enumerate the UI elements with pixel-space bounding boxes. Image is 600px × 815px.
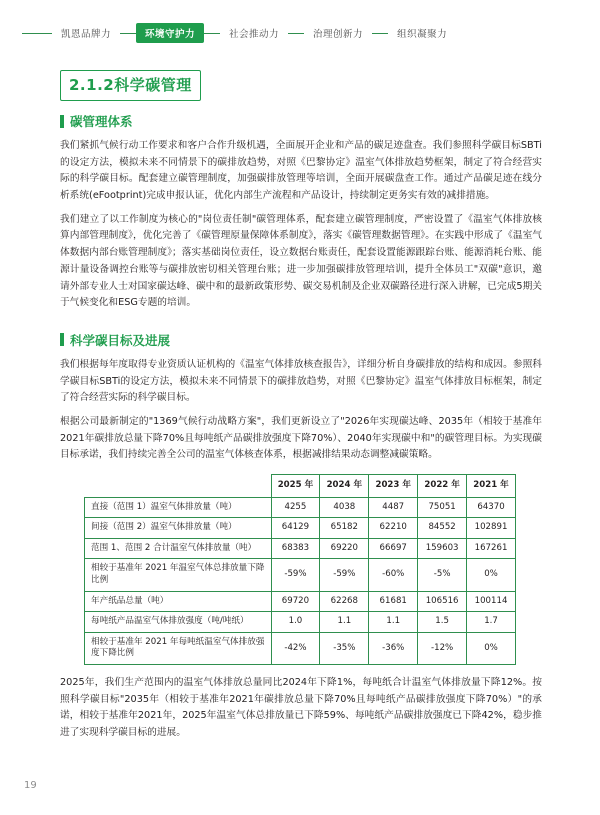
table-cell: -60% — [369, 559, 418, 591]
table-header-cell: 2022 年 — [418, 475, 467, 498]
table-cell: 4038 — [320, 497, 369, 518]
table-cell: -12% — [418, 632, 467, 664]
table-cell: 1.0 — [271, 612, 320, 633]
paragraph: 我们紧抓气候行动工作要求和客户合作升级机遇，全面展开企业和产品的碳足迹盘查。我们参照科学碳目标SBTi的设定方法，模拟未来不同情景下的碳排放趋势，对照《巴黎协定》温室气体排放趋势框架，制定了符合经营实际的科学碳目标。配套建立碳管理制度，加强碳排放管理等培训，全面开展碳盘查工作。通过产品碳足迹在线分析系统(eFootprint)完成申报认证，优化内部生产流程和产品设计，持续制定更务实有效的减排措施。 — [60, 140, 542, 202]
table-header-cell: 2023 年 — [369, 475, 418, 498]
table-cell: 62268 — [320, 591, 369, 612]
heading-accent-bar — [60, 333, 64, 346]
table-cell: 4255 — [271, 497, 320, 518]
table-row-label: 相较于基准年 2021 年每吨纸温室气体排放强度下降比例 — [85, 632, 272, 664]
paragraph: 我们根据每年度取得专业资质认证机构的《温室气体排放核查报告》，详细分析自身碳排放的结构和成因。参照科学碳目标SBTi的设定方法，模拟未来不同情景下的碳排放趋势，对照《巴黎协定》温室气体排放目标框架，制定了符合经营实际的科学碳目标。 — [60, 358, 542, 404]
table-row — [85, 497, 516, 518]
table-cell: -5% — [418, 559, 467, 591]
subsection-title: 科学碳目标及进展 — [70, 332, 171, 348]
table-cell: 69220 — [320, 538, 369, 559]
table-cell: 0% — [467, 559, 516, 591]
table-row-label: 范围 1、范围 2 合计温室气体排放量（吨） — [85, 538, 272, 559]
ghg-emissions-table — [84, 474, 516, 665]
table-header-cell: 2025 年 — [271, 475, 320, 498]
spacer — [60, 319, 542, 331]
table-cell: 84552 — [418, 518, 467, 539]
table-cell: 1.1 — [320, 612, 369, 633]
table-row-label: 相较于基准年 2021 年温室气体总排放量下降比例 — [85, 559, 272, 591]
table-cell: -42% — [271, 632, 320, 664]
table-cell: 4487 — [369, 497, 418, 518]
table-row — [85, 538, 516, 559]
table-row-label: 每吨纸产品温室气体排放强度（吨/吨纸） — [85, 612, 272, 633]
nav-item-brand[interactable]: 凯恩品牌力 — [61, 29, 112, 40]
paragraph: 根据公司最新制定的"1369气候行动战略方案"，我们更新设立了"2026年实现碳达峰、2035年（相较于基准年2021年碳排放总量下降70%且每吨纸产品碳排放强度下降70%）、2040年实现碳中和"的碳管理目标。为实现碳目标承诺，我们持续完善全公司的温室气体核查体系，根据减排结果动态调整减碳策略。 — [60, 415, 542, 461]
table-cell: 69720 — [271, 591, 320, 612]
nav-rule-1 — [120, 33, 136, 34]
table-cell: 106516 — [418, 591, 467, 612]
table-header-cell: 2021 年 — [467, 475, 516, 498]
table-row-label: 年产纸品总量（吨） — [85, 591, 272, 612]
table-cell: 65182 — [320, 518, 369, 539]
table-cell: 1.5 — [418, 612, 467, 633]
table-row — [85, 612, 516, 633]
table-cell: -36% — [369, 632, 418, 664]
nav-item-environment[interactable]: 环境守护力 — [136, 23, 204, 43]
subsection-heading-carbon-targets — [60, 331, 542, 349]
nav-item-organization[interactable]: 组织凝聚力 — [397, 29, 448, 40]
table-cell: 167261 — [467, 538, 516, 559]
nav-item-social[interactable]: 社会推动力 — [229, 29, 280, 40]
nav-item-governance[interactable]: 治理创新力 — [313, 29, 364, 40]
table-cell: 62210 — [369, 518, 418, 539]
table-cell: 1.7 — [467, 612, 516, 633]
nav-rule-4 — [372, 33, 388, 34]
table-cell: 68383 — [271, 538, 320, 559]
table-cell: -35% — [320, 632, 369, 664]
table-cell: 66697 — [369, 538, 418, 559]
paragraph: 2025年，我们生产范围内的温室气体排放总量同比2024年下降1%，每吨纸合计温室气体排放量下降12%。按照科学碳目标"2035年（相较于基准年2021年碳排放总量下降70%且每吨纸产品碳排放强度下降70%）"的承诺，相较于基准年2021年，2025年温室气体总排放量已下降59%、每吨纸产品碳排放强度已下降42%，稳步推进了实现科学碳目标的进展。 — [60, 676, 542, 738]
table-cell: 64370 — [467, 497, 516, 518]
table-cell: -59% — [320, 559, 369, 591]
table-cell: 100114 — [467, 591, 516, 612]
table-row-label: 直接（范围 1）温室气体排放量（吨） — [85, 497, 272, 518]
subsection-heading-carbon-system — [60, 112, 542, 130]
page-content — [60, 112, 542, 749]
nav-rule-left — [22, 33, 52, 34]
table-cell: 1.1 — [369, 612, 418, 633]
table-cell: 64129 — [271, 518, 320, 539]
nav-rule-2 — [204, 33, 220, 34]
table-cell: -59% — [271, 559, 320, 591]
heading-accent-bar — [60, 115, 64, 128]
table-row — [85, 559, 516, 591]
paragraph: 我们建立了以工作制度为核心的"岗位责任制"碳管理体系，配套建立碳管理制度，严密设置了《温室气体排放核算内部管理制度》，优化完善了《碳管理原量保障体系制度》，落实《碳管理数据管理》。在实践中形成了《温室气体数据内部台账管理制度》；落实基础岗位责任，设立数据台账责任，配套设置能源跟踪台账、能源消耗台账、能源计量设备调控台账等与碳排放密切相关管理台账；进一步加强碳排放管理培训，提升全体员工"双碳"意识，邀请外部专业人士对国家碳达峰、碳中和的最新政策形势、碳交易机制及企业双碳路径进行深入讲解，已完成5期关于气候变化和ESG专题的培训。 — [60, 213, 542, 309]
table-cell: 61681 — [369, 591, 418, 612]
nav-rule-3 — [288, 33, 304, 34]
table-cell: 102891 — [467, 518, 516, 539]
subsection-title: 碳管理体系 — [70, 114, 133, 129]
page-number: 19 — [24, 780, 37, 791]
table-row — [85, 591, 516, 612]
table-row-label: 间接（范围 2）温室气体排放量（吨） — [85, 518, 272, 539]
table-cell: 75051 — [418, 497, 467, 518]
page-title: 2.1.2科学碳管理 — [60, 70, 201, 101]
table-row — [85, 518, 516, 539]
section-nav — [0, 20, 600, 46]
table-header-cell: 2024 年 — [320, 475, 369, 498]
table-row — [85, 632, 516, 664]
table-cell: 159603 — [418, 538, 467, 559]
table-header-row — [85, 475, 516, 498]
table-cell: 0% — [467, 632, 516, 664]
table-header-cell-blank — [85, 475, 272, 498]
